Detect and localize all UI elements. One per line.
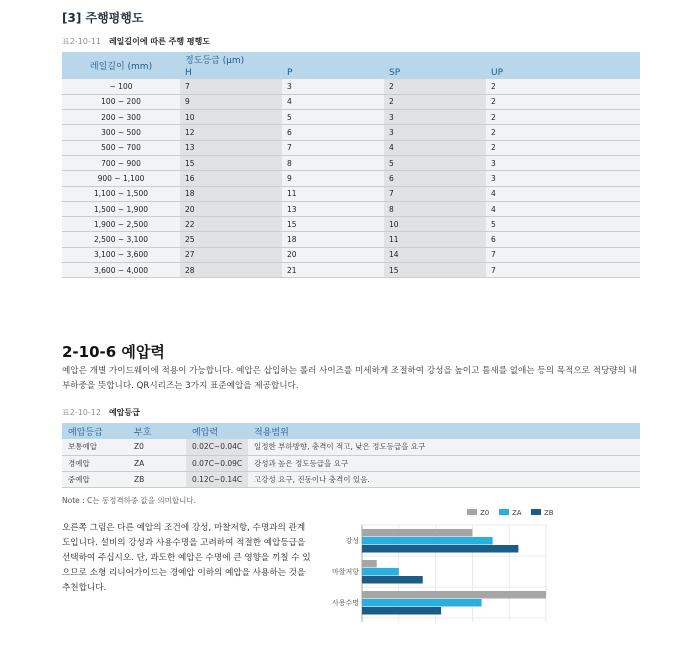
- bar-za-1: [362, 568, 399, 576]
- grade-value-cell: 6: [486, 232, 640, 247]
- table-row: [62, 140, 640, 155]
- grade-value-cell: 13: [180, 140, 282, 155]
- preload-cell: ZB: [128, 472, 186, 488]
- preload-cell: 0.02C~0.04C: [186, 439, 248, 455]
- preload-cell: 0.12C~0.14C: [186, 472, 248, 488]
- length-header: 레일길이 (mm): [62, 52, 180, 79]
- legend-swatch-zb: [531, 509, 541, 515]
- chart-description: 오른쪽 그림은 다른 예압의 조건에 강성, 마찰저항, 수명과의 관계도입니다. 설비의 강성과 사용수명을 고려하여 적절한 예압등급을 선택하여 주십시오. 단, 과도한 예압은 수명에 큰 영향을 끼칠 수 있으므로 소형 리니어가이드는 경예압 이하의 예압을 사용하는 것을 추천합니다.: [62, 523, 311, 593]
- grade-value-cell: 3: [282, 79, 384, 94]
- preload-paragraph: 예압은 개별 가이드웨이에 적용이 가능합니다. 예압은 삽입하는 롤러 사이즈를 미세하게 조절하여 강성을 높이고 틈새를 없애는 등의 목적으로 적당량의 내부하중을 뜻합니다. QR시리즈는 3가지 표준예압을 제공합니다.: [62, 366, 637, 391]
- table-number: 표2-10-11: [62, 37, 101, 46]
- col-code: 부호: [128, 423, 186, 439]
- grade-value-cell: 7: [282, 140, 384, 155]
- grade-value-cell: 14: [384, 247, 486, 262]
- table-row: [62, 247, 640, 262]
- grade-up: UP: [486, 66, 640, 79]
- preload-cell: 0.07C~0.09C: [186, 455, 248, 471]
- table-row: [62, 263, 640, 278]
- bar-zb-0: [362, 545, 518, 553]
- grade-value-cell: 5: [486, 217, 640, 232]
- grade-value-cell: 2: [486, 110, 640, 125]
- table-row: [62, 186, 640, 201]
- grade-value-cell: 13: [282, 201, 384, 216]
- table-note: Note : C는 동정격하중 값을 의미합니다.: [62, 496, 197, 505]
- preload-cell: 고강성 요구, 진동이나 충격이 있음.: [248, 472, 640, 488]
- grade-value-cell: 4: [486, 201, 640, 216]
- section-title: [3] 주행평행도: [62, 11, 144, 25]
- grade-header: 정도등급 (μm): [180, 52, 640, 66]
- bar-z0-2: [362, 591, 546, 599]
- grade-value-cell: 7: [486, 247, 640, 262]
- length-cell: ~ 100: [62, 79, 180, 94]
- table-row: [62, 217, 640, 232]
- length-cell: 3,100 ~ 3,600: [62, 247, 180, 262]
- grade-value-cell: 4: [486, 186, 640, 201]
- bar-zb-1: [362, 576, 423, 584]
- grade-h: H: [180, 66, 282, 79]
- grade-value-cell: 4: [384, 140, 486, 155]
- grade-value-cell: 15: [384, 263, 486, 278]
- table-caption: [62, 36, 210, 47]
- length-cell: 700 ~ 900: [62, 155, 180, 170]
- table-number-2: 표2-10-12: [62, 408, 101, 417]
- preload-table: [62, 423, 640, 488]
- bar-za-0: [362, 537, 493, 545]
- table-row: [62, 439, 640, 455]
- grade-value-cell: 3: [486, 171, 640, 186]
- legend-swatch-za: [499, 509, 509, 515]
- grade-value-cell: 20: [282, 247, 384, 262]
- grade-value-cell: 7: [180, 79, 282, 94]
- grade-value-cell: 4: [282, 94, 384, 109]
- table-title-2: 예압등급: [108, 408, 140, 417]
- table-caption-2: [62, 407, 140, 418]
- col-range: 적용범위: [248, 423, 640, 439]
- grade-value-cell: 25: [180, 232, 282, 247]
- grade-value-cell: 2: [486, 94, 640, 109]
- grade-value-cell: 15: [180, 155, 282, 170]
- legend-label-zb: ZB: [544, 509, 554, 517]
- bar-za-2: [362, 599, 482, 607]
- bar-zb-2: [362, 607, 441, 615]
- category-label: 마찰저항: [331, 567, 359, 576]
- table-row: [62, 125, 640, 140]
- preload-cell: 경예압: [62, 455, 128, 471]
- grade-value-cell: 3: [384, 125, 486, 140]
- grade-value-cell: 11: [384, 232, 486, 247]
- length-cell: 2,500 ~ 3,100: [62, 232, 180, 247]
- grade-value-cell: 22: [180, 217, 282, 232]
- section-heading: 2-10-6 예압력: [62, 343, 165, 361]
- legend-label-za: ZA: [512, 509, 522, 517]
- grade-sp: SP: [384, 66, 486, 79]
- preload-cell: 중예압: [62, 472, 128, 488]
- grade-value-cell: 12: [180, 125, 282, 140]
- table-title: 레일길이에 따른 주행 평행도: [108, 37, 211, 46]
- preload-cell: 보통예압: [62, 439, 128, 455]
- preload-cell: ZA: [128, 455, 186, 471]
- grade-value-cell: 8: [384, 201, 486, 216]
- preload-cell: Z0: [128, 439, 186, 455]
- table-row: [62, 110, 640, 125]
- col-force: 예압력: [186, 423, 248, 439]
- grade-value-cell: 10: [384, 217, 486, 232]
- length-cell: 900 ~ 1,100: [62, 171, 180, 186]
- length-cell: 500 ~ 700: [62, 140, 180, 155]
- category-label: 사용수명: [331, 598, 359, 607]
- length-cell: 100 ~ 200: [62, 94, 180, 109]
- grade-value-cell: 18: [282, 232, 384, 247]
- grade-value-cell: 2: [486, 79, 640, 94]
- grade-value-cell: 18: [180, 186, 282, 201]
- length-cell: 200 ~ 300: [62, 110, 180, 125]
- grade-value-cell: 2: [486, 140, 640, 155]
- grade-value-cell: 10: [180, 110, 282, 125]
- table-row: [62, 171, 640, 186]
- length-cell: 300 ~ 500: [62, 125, 180, 140]
- grade-value-cell: 7: [384, 186, 486, 201]
- preload-cell: 일정한 부하방향, 충격이 적고, 낮은 정도등급을 요구: [248, 439, 640, 455]
- grade-value-cell: 9: [282, 171, 384, 186]
- length-cell: 1,900 ~ 2,500: [62, 217, 180, 232]
- grade-value-cell: 8: [282, 155, 384, 170]
- table-row: [62, 79, 640, 94]
- grade-value-cell: 28: [180, 263, 282, 278]
- legend-swatch-z0: [467, 509, 477, 515]
- table-row: [62, 472, 640, 488]
- accuracy-table: [62, 52, 640, 278]
- grade-value-cell: 16: [180, 171, 282, 186]
- table-row: [62, 232, 640, 247]
- grade-value-cell: 9: [180, 94, 282, 109]
- grade-value-cell: 5: [384, 155, 486, 170]
- table-row: [62, 94, 640, 109]
- length-cell: 3,600 ~ 4,000: [62, 263, 180, 278]
- grade-value-cell: 11: [282, 186, 384, 201]
- grade-value-cell: 6: [384, 171, 486, 186]
- legend-label-z0: Z0: [480, 509, 490, 517]
- grade-value-cell: 3: [384, 110, 486, 125]
- grade-value-cell: 2: [486, 125, 640, 140]
- grade-value-cell: 15: [282, 217, 384, 232]
- table-row: [62, 155, 640, 170]
- grade-value-cell: 7: [486, 263, 640, 278]
- grade-value-cell: 27: [180, 247, 282, 262]
- table-row: [62, 201, 640, 216]
- length-cell: 1,100 ~ 1,500: [62, 186, 180, 201]
- bar-z0-0: [362, 529, 472, 537]
- grade-value-cell: 2: [384, 94, 486, 109]
- grade-value-cell: 20: [180, 201, 282, 216]
- table-row: [62, 455, 640, 471]
- grade-value-cell: 6: [282, 125, 384, 140]
- preload-cell: 강성과 높은 정도등급을 요구: [248, 455, 640, 471]
- category-label: 강성: [345, 536, 359, 545]
- col-grade: 예압등급: [62, 423, 128, 439]
- grade-value-cell: 3: [486, 155, 640, 170]
- bar-z0-1: [362, 560, 377, 568]
- grade-value-cell: 5: [282, 110, 384, 125]
- length-cell: 1,500 ~ 1,900: [62, 201, 180, 216]
- grade-value-cell: 2: [384, 79, 486, 94]
- preload-chart: [320, 505, 560, 625]
- grade-value-cell: 21: [282, 263, 384, 278]
- grade-p: P: [282, 66, 384, 79]
